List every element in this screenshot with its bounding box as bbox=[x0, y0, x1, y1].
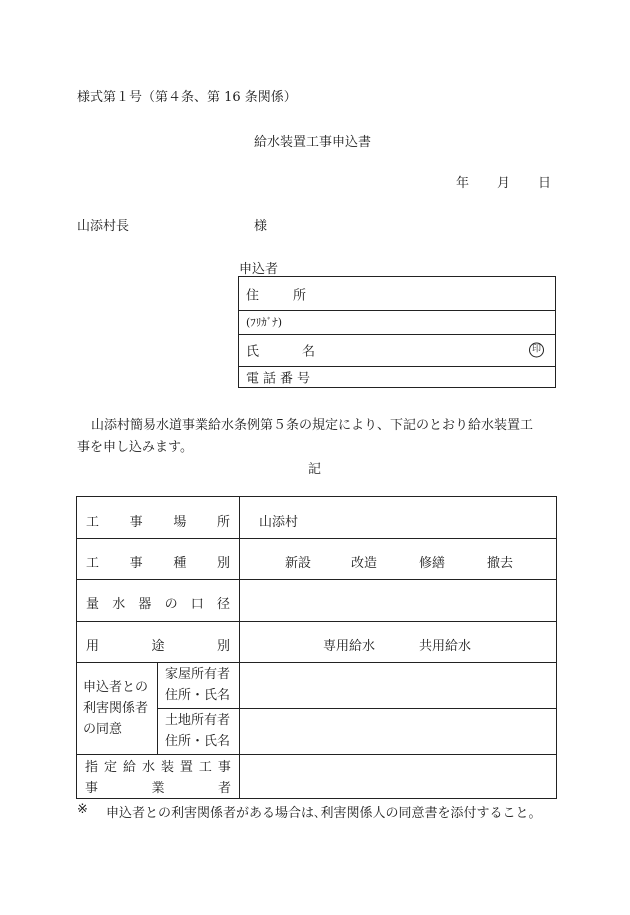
contractor-label-line2: 事 業 者 bbox=[85, 781, 231, 796]
applicant-name-row[interactable] bbox=[239, 334, 555, 367]
house-owner-label: 家屋所有者 住所・氏名 bbox=[165, 667, 231, 703]
name-label: 氏 名 bbox=[246, 344, 316, 360]
applicant-furigana-row[interactable] bbox=[239, 310, 555, 335]
meter-diameter-field[interactable] bbox=[241, 581, 555, 619]
land-owner-label: 土地所有者 住所・氏名 bbox=[165, 713, 231, 749]
footnote-mark: ※ bbox=[77, 802, 88, 817]
type-option-repair[interactable]: 修繕 bbox=[419, 556, 446, 571]
type-option-remodel[interactable]: 改造 bbox=[351, 556, 378, 571]
consent-label: 申込者との 利害関係者 の同意 bbox=[83, 680, 149, 737]
furigana-label: (ﾌﾘｶﾞﾅ) bbox=[246, 316, 283, 329]
land-owner-field[interactable] bbox=[241, 710, 555, 753]
footnote-text: 申込者との利害関係者がある場合は､利害関係人の同意書を添付すること。 bbox=[106, 806, 542, 821]
date-day-label: 日 bbox=[538, 176, 552, 191]
document-title: 給水装置工事申込書 bbox=[254, 135, 372, 150]
form-number: 様式第１号（第４条、第 16 条関係） bbox=[77, 90, 297, 105]
seal-mark: 印 bbox=[529, 343, 544, 358]
applicant-phone-row[interactable] bbox=[239, 366, 555, 388]
location-value[interactable]: 山添村 bbox=[259, 515, 299, 530]
phone-label: 電話番号 bbox=[246, 371, 315, 387]
usage-label: 用 途 別 bbox=[86, 639, 230, 654]
honorific: 様 bbox=[254, 219, 268, 234]
applicant-box bbox=[238, 276, 556, 388]
ki-mark: 記 bbox=[308, 462, 322, 477]
usage-option-shared[interactable]: 共用給水 bbox=[419, 639, 472, 654]
construction-type-label: 工 事 種 別 bbox=[86, 556, 230, 571]
addressee: 山添村長 bbox=[77, 219, 130, 234]
contractor-label-line1: 指 定 給 水 装 置 工 事 bbox=[85, 760, 231, 775]
application-table bbox=[76, 496, 557, 799]
applicant-address-row[interactable] bbox=[239, 277, 555, 311]
location-label: 工 事 場 所 bbox=[86, 515, 230, 530]
type-option-new[interactable]: 新設 bbox=[285, 556, 312, 571]
contractor-field[interactable] bbox=[241, 756, 555, 796]
body-text-line1: 山添村簡易水道事業給水条例第５条の規定により、下記のとおり給水装置工 bbox=[91, 418, 534, 433]
date-year-label: 年 bbox=[456, 176, 470, 191]
meter-diameter-label: 量 水 器 の 口 径 bbox=[86, 597, 230, 612]
applicant-label: 申込者 bbox=[239, 262, 279, 277]
address-label: 住 所 bbox=[246, 288, 307, 303]
house-owner-field[interactable] bbox=[241, 664, 555, 707]
type-option-removal[interactable]: 撤去 bbox=[487, 556, 514, 571]
date-month-label: 月 bbox=[497, 176, 511, 191]
usage-option-private[interactable]: 専用給水 bbox=[323, 639, 376, 654]
body-text-line2: 事を申し込みます。 bbox=[77, 440, 193, 455]
